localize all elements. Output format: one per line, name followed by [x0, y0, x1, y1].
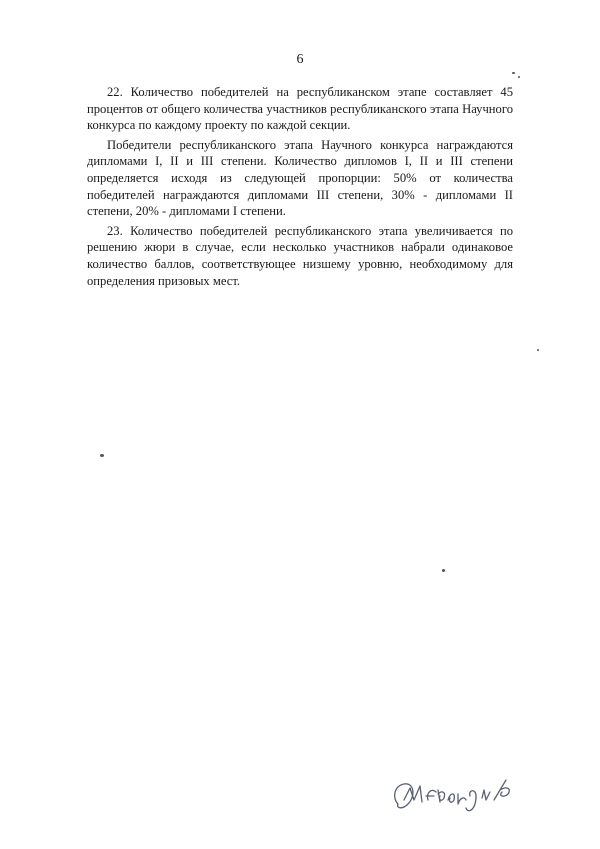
paragraph-22: 22. Количество победителей на республиканском этапе составляет 45 процентов от общего количества участников республиканского этапа Научного конкурса по каждому проекту по каждой секции.	[87, 85, 513, 133]
scan-speck	[100, 454, 104, 457]
document-body	[87, 84, 513, 289]
page-number: 6	[296, 52, 304, 67]
scan-speck	[518, 76, 520, 78]
scan-speck	[512, 72, 515, 74]
signature	[388, 770, 538, 820]
scan-speck	[442, 569, 445, 572]
scan-speck	[537, 349, 539, 351]
paragraph-winners-diplomas: Победители республиканского этапа Научного конкурса награждаются дипломами I, II и III степени. Количество дипломов I, II и III степени определяется исходя из следующей пропорции: 50% от количества победителей награждаются дипломами III степени, 30% - дипломами II степени, 20% - дипломами I степени.	[87, 137, 513, 219]
paragraph-23: 23. Количество победителей республиканского этапа увеличивается по решению жюри в случае, если несколько участников набрали одинаковое количество баллов, соответствующее низшему уровню, необходимому для определения призовых мест.	[87, 223, 513, 288]
